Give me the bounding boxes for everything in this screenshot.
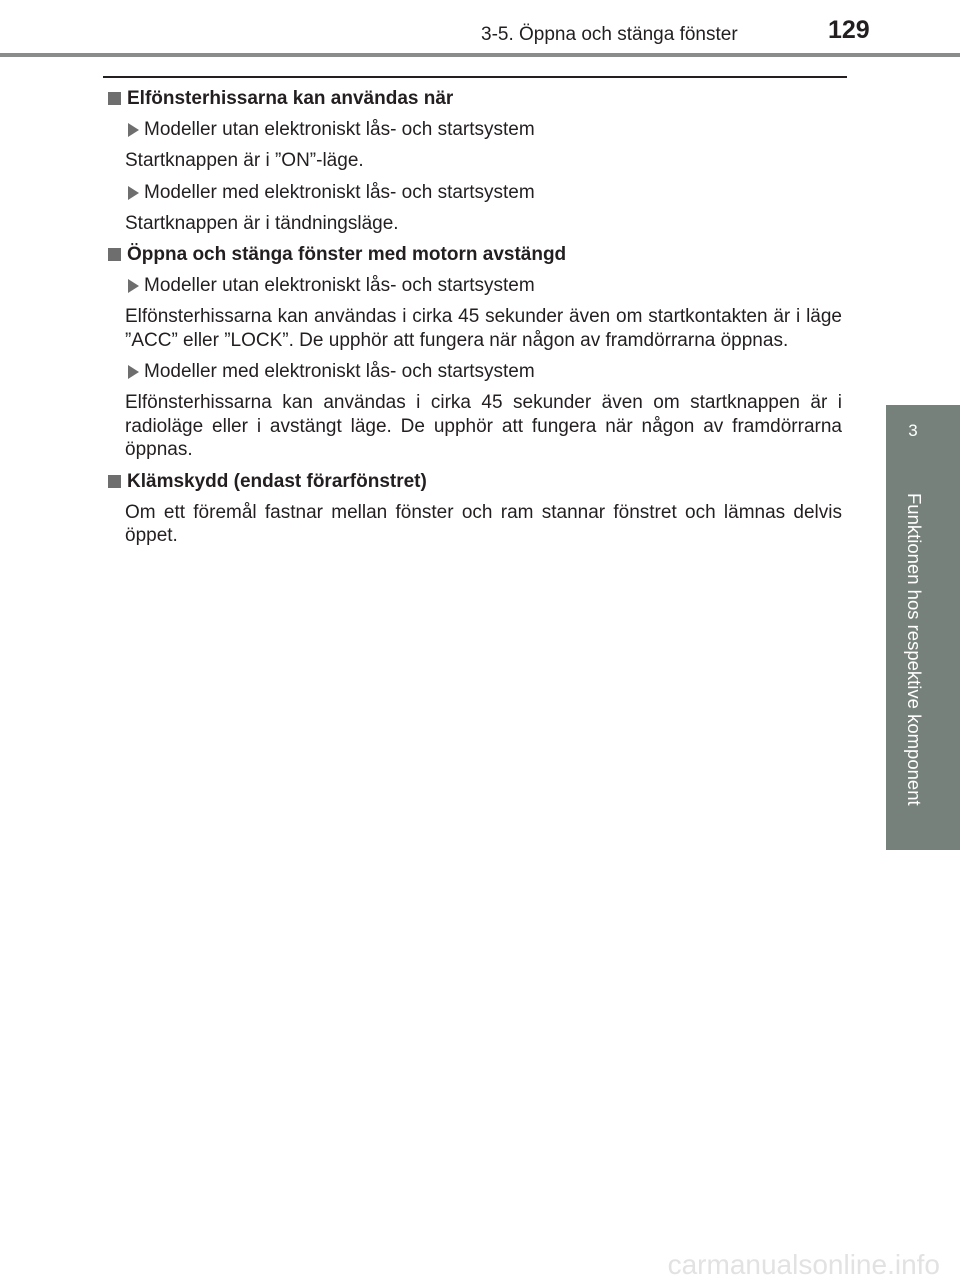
- heading-text: Klämskydd (endast förarfönstret): [127, 470, 427, 492]
- content-top-rule: [103, 76, 847, 78]
- chapter-tab: [886, 405, 960, 850]
- site-watermark: carmanualsonline.info: [667, 1249, 940, 1280]
- variant-text: Modeller med elektroniskt lås- och startsystem: [144, 361, 535, 382]
- chapter-title: Funktionen hos respektive komponent: [904, 493, 925, 806]
- body-paragraph: Om ett föremål fastnar mellan fönster och ram stannar fönstret och lämnas delvis öppet.: [125, 501, 842, 546]
- section-heading: [108, 470, 842, 493]
- chapter-number: 3: [908, 421, 918, 440]
- triangle-bullet-icon: [128, 186, 139, 200]
- section-heading: [108, 243, 842, 266]
- model-variant-line: [108, 118, 842, 141]
- model-variant-line: [108, 181, 842, 204]
- square-bullet-icon: [108, 475, 121, 488]
- page-number: 129: [828, 16, 870, 44]
- variant-text: Modeller utan elektroniskt lås- och startsystem: [144, 275, 535, 296]
- heading-text: Öppna och stänga fönster med motorn avstängd: [127, 244, 567, 265]
- model-variant-line: [108, 274, 842, 297]
- running-header-section: 3-5. Öppna och stänga fönster: [481, 24, 738, 45]
- heading-text: Elfönsterhissarna kan användas när: [127, 88, 454, 109]
- body-paragraph: Startknappen är i tändningsläge.: [125, 212, 399, 234]
- section-heading: [108, 87, 842, 110]
- variant-text: Modeller utan elektroniskt lås- och startsystem: [144, 119, 535, 140]
- variant-text: Modeller med elektroniskt lås- och startsystem: [144, 181, 535, 203]
- triangle-bullet-icon: [128, 279, 139, 293]
- body-paragraph: Elfönsterhissarna kan användas i cirka 45 sekunder även om startkontakten är i läge ”ACC” eller ”LOCK”. De upphör att fungera när någon av framdörrarna öppnas.: [125, 306, 842, 351]
- body-paragraph: Elfönsterhissarna kan användas i cirka 45 sekunder även om startknappen är i radioläge eller i avstängt läge. De upphör att fungera när någon av framdörrarna öppnas.: [125, 392, 842, 460]
- content-body: [108, 87, 842, 556]
- square-bullet-icon: [108, 248, 121, 261]
- model-variant-line: [108, 360, 842, 383]
- body-paragraph: Startknappen är i ”ON”-läge.: [125, 150, 364, 171]
- triangle-bullet-icon: [128, 123, 139, 137]
- square-bullet-icon: [108, 92, 121, 105]
- header-rule: [0, 53, 960, 57]
- triangle-bullet-icon: [128, 365, 139, 379]
